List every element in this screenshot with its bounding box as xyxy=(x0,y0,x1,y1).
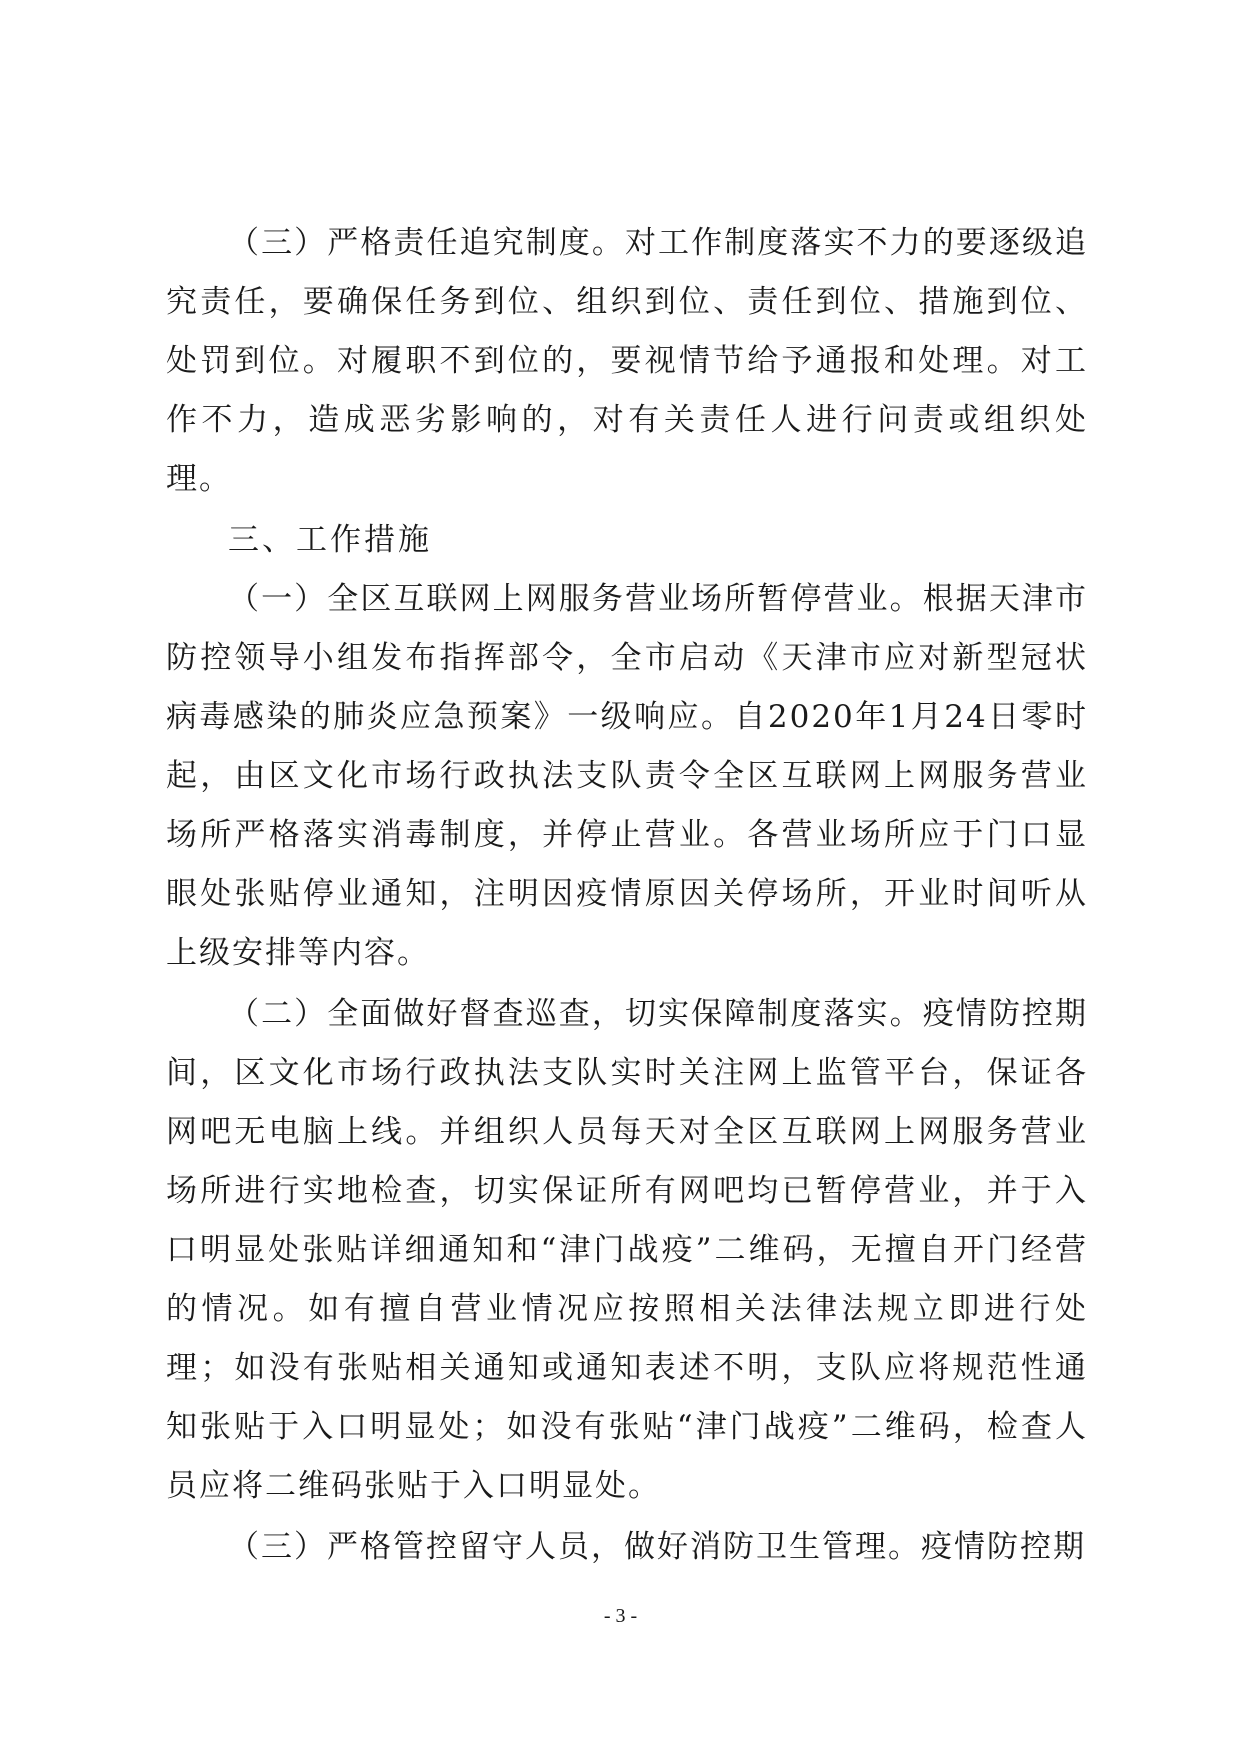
paragraph-text: 疫情防控期 xyxy=(921,1529,1086,1565)
paragraph-text: 对工作制度落实不力的要逐级追究责任，要确保任务到位、组织到位、责任到位、措施到位、处罚到位。对履职不到位的，要视情节给予通报和处理。对工作不力，造成恶劣影响的，对有关责任人进行问责或组织处理。 xyxy=(166,225,1089,497)
paragraph-lead: （三）严格责任追究制度。 xyxy=(228,225,625,261)
page-number: - 3 - xyxy=(603,1605,638,1627)
paragraph-staff-control xyxy=(166,1518,1088,1577)
paragraph-lead: （二）全面做好督查巡查，切实保障制度落实。 xyxy=(228,996,923,1032)
document-body xyxy=(166,214,1088,1579)
paragraph-responsibility xyxy=(166,214,1088,509)
paragraph-text: 根据天津市防控领导小组发布指挥部令，全市启动《天津市应对新型冠状病毒感染的肺炎应急预案》一级响应。自2020年1月24日零时起，由区文化市场行政执法支队责令全区互联网上网服务营业场所严格落实消毒制度，并停止营业。各营业场所应于门口显眼处张贴停业通知，注明因疫情原因关停场所，开业时间听从上级安排等内容。 xyxy=(166,581,1089,971)
paragraph-text: 疫情防控期间，区文化市场行政执法支队实时关注网上监管平台，保证各网吧无电脑上线。并组织人员每天对全区互联网上网服务营业场所进行实地检查，切实保证所有网吧均已暂停营业，并于入口明显处张贴详细通知和“津门战疫”二维码，无擅自开门经营的情况。如有擅自营业情况应按照相关法律法规立即进行处理；如没有张贴相关通知或通知表述不明，支队应将规范性通知张贴于入口明显处；如没有张贴“津门战疫”二维码，检查人员应将二维码张贴于入口明显处。 xyxy=(166,996,1089,1504)
paragraph-lead: （一）全区互联网上网服务营业场所暂停营业。 xyxy=(228,581,923,617)
paragraph-suspend-business xyxy=(166,570,1088,983)
paragraph-inspection xyxy=(166,985,1088,1516)
section-heading: 三、工作措施 xyxy=(228,522,432,558)
paragraph-lead: （三）严格管控留守人员，做好消防卫生管理。 xyxy=(228,1529,921,1565)
